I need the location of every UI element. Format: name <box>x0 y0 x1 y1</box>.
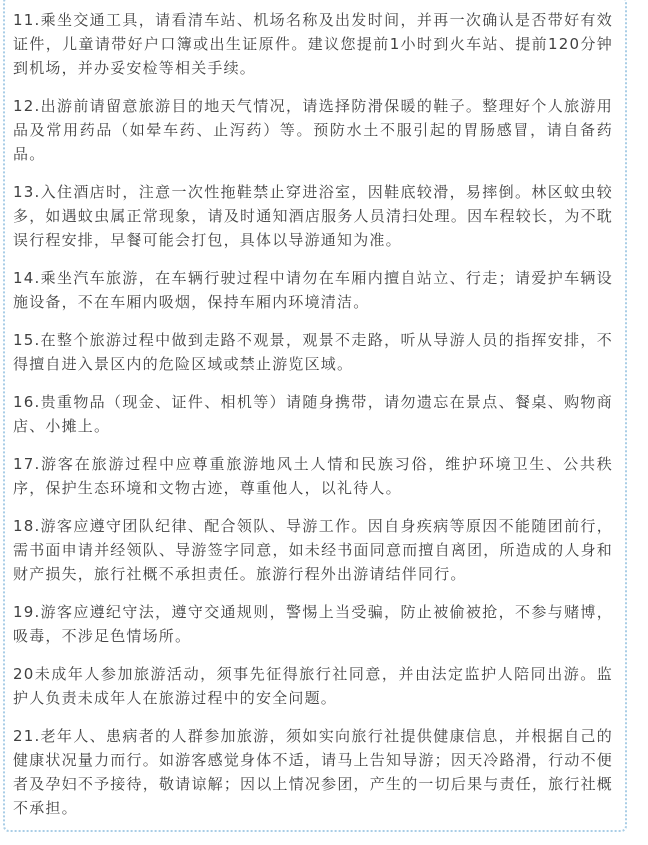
notice-item-20: 20未成年人参加旅游活动，须事先征得旅行社同意，并由法定监护人陪同出游。监护人负责未成年人在旅游过程中的安全问题。 <box>13 665 613 707</box>
notice-item-21: 21.老年人、患病者的人群参加旅游，须如实向旅行社提供健康信息，并根据自己的健康状况量力而行。如游客感觉身体不适，请马上告知导游；因天冷路滑，行动不便者及孕妇不予接待，敬请谅解；因以上情况参团，产生的一切后果与责任，旅行社概不承担。 <box>13 727 613 817</box>
notice-item-13: 13.入住酒店时，注意一次性拖鞋禁止穿进浴室，因鞋底较滑，易摔倒。林区蚊虫较多，如遇蚊虫属正常现象，请及时通知酒店服务人员清扫处理。因车程较长，为不耽误行程安排，早餐可能会打包，具体以导游通知为准。 <box>13 183 613 249</box>
notice-item-12: 12.出游前请留意旅游目的地天气情况，请选择防滑保暖的鞋子。整理好个人旅游用品及常用药品（如晕车药、止泻药）等。预防水土不服引起的胃肠感冒，请自备药品。 <box>13 97 613 163</box>
notice-item-18: 18.游客应遵守团队纪律、配合领队、导游工作。因自身疾病等原因不能随团前行，需书面申请并经领队、导游签字同意，如未经书面同意而擅自离团，所造成的人身和财产损失，旅行社概不承担责任。旅游行程外出游请结伴同行。 <box>13 517 613 583</box>
notice-item-19: 19.游客应遵纪守法，遵守交通规则，警惕上当受骗，防止被偷被抢，不参与赌博，吸毒，不涉足色情场所。 <box>13 603 613 645</box>
notice-item-15: 15.在整个旅游过程中做到走路不观景，观景不走路，听从导游人员的指挥安排，不得擅自进入景区内的危险区域或禁止游览区域。 <box>13 331 613 373</box>
notice-item-14: 14.乘坐汽车旅游，在车辆行驶过程中请勿在车厢内擅自站立、行走；请爱护车辆设施设备，不在车厢内吸烟，保持车厢内环境清洁。 <box>13 269 613 311</box>
notice-item-17: 17.游客在旅游过程中应尊重旅游地风土人情和民族习俗，维护环境卫生、公共秩序，保护生态环境和文物古迹，尊重他人，以礼待人。 <box>13 455 613 497</box>
notice-list <box>13 8 613 820</box>
notice-item-16: 16.贵重物品（现金、证件、相机等）请随身携带，请勿遗忘在景点、餐桌、购物商店、小摊上。 <box>13 393 613 435</box>
notice-item-11: 11.乘坐交通工具，请看清车站、机场名称及出发时间，并再一次确认是否带好有效证件，儿童请带好户口簿或出生证原件。建议您提前1小时到火车站、提前120分钟到机场，并办妥安检等相关手续。 <box>13 11 613 77</box>
